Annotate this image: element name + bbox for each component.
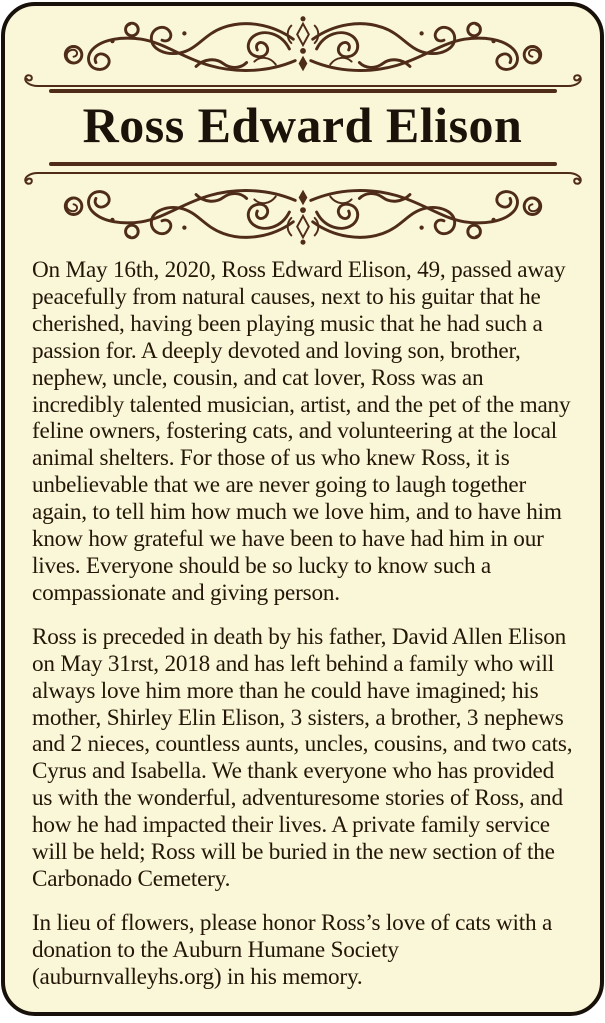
scroll-flourish-bottom-icon (49, 179, 557, 249)
divider-bar-above-title (49, 89, 557, 93)
scroll-flourish-top-icon (49, 12, 557, 82)
divider-rule-top-icon (17, 74, 589, 90)
obituary-paragraph-1: On May 16th, 2020, Ross Edward Elison, 49, passed away peacefully from natural causes, next to his guitar that he cherished, having been playing music that he had such a passion for. A deeply devoted and loving son, brother, nephew, uncle, cousin, and cat lover, Ross was an incredibly talented musician, artist, and the pet of the many feline owners, fostering cats, and volunteering at the local animal shelters. For those of us who knew Ross, it is unbelievable that we are never going to laugh together again, to tell him how much we love him, and to have him know how grateful we have been to have had him in our lives. Everyone should be so lucky to know such a compassionate and giving person. (32, 257, 571, 606)
obituary-card (1, 2, 604, 1016)
obituary-paragraph-3: In lieu of flowers, please honor Ross’s love of cats with a donation to the Auburn Humane Society (auburnvalleyhs.org) in his memory. (32, 909, 553, 990)
obituary-body (5, 257, 600, 1008)
obituary-paragraph-2: Ross is preceded in death by his father, David Allen Elison on May 31rst, 2018 and has left behind a family who will always love him more than he could have imagined; his mother, Shirley Elin Elison, 3 sisters, a brother, 3 nephews and 2 nieces, countless aunts, uncles, cousins, and two cats, Cyrus and Isabella. We thank everyone who has provided us with the wonderful, adventuresome stories of Ross, and how he had impacted their lives. A private family service will be held; Ross will be buried in the new section of the Carbonado Cemetery. (32, 623, 573, 892)
divider-bar-below-title (49, 162, 557, 166)
deceased-name-title: Ross Edward Elison (82, 97, 523, 153)
